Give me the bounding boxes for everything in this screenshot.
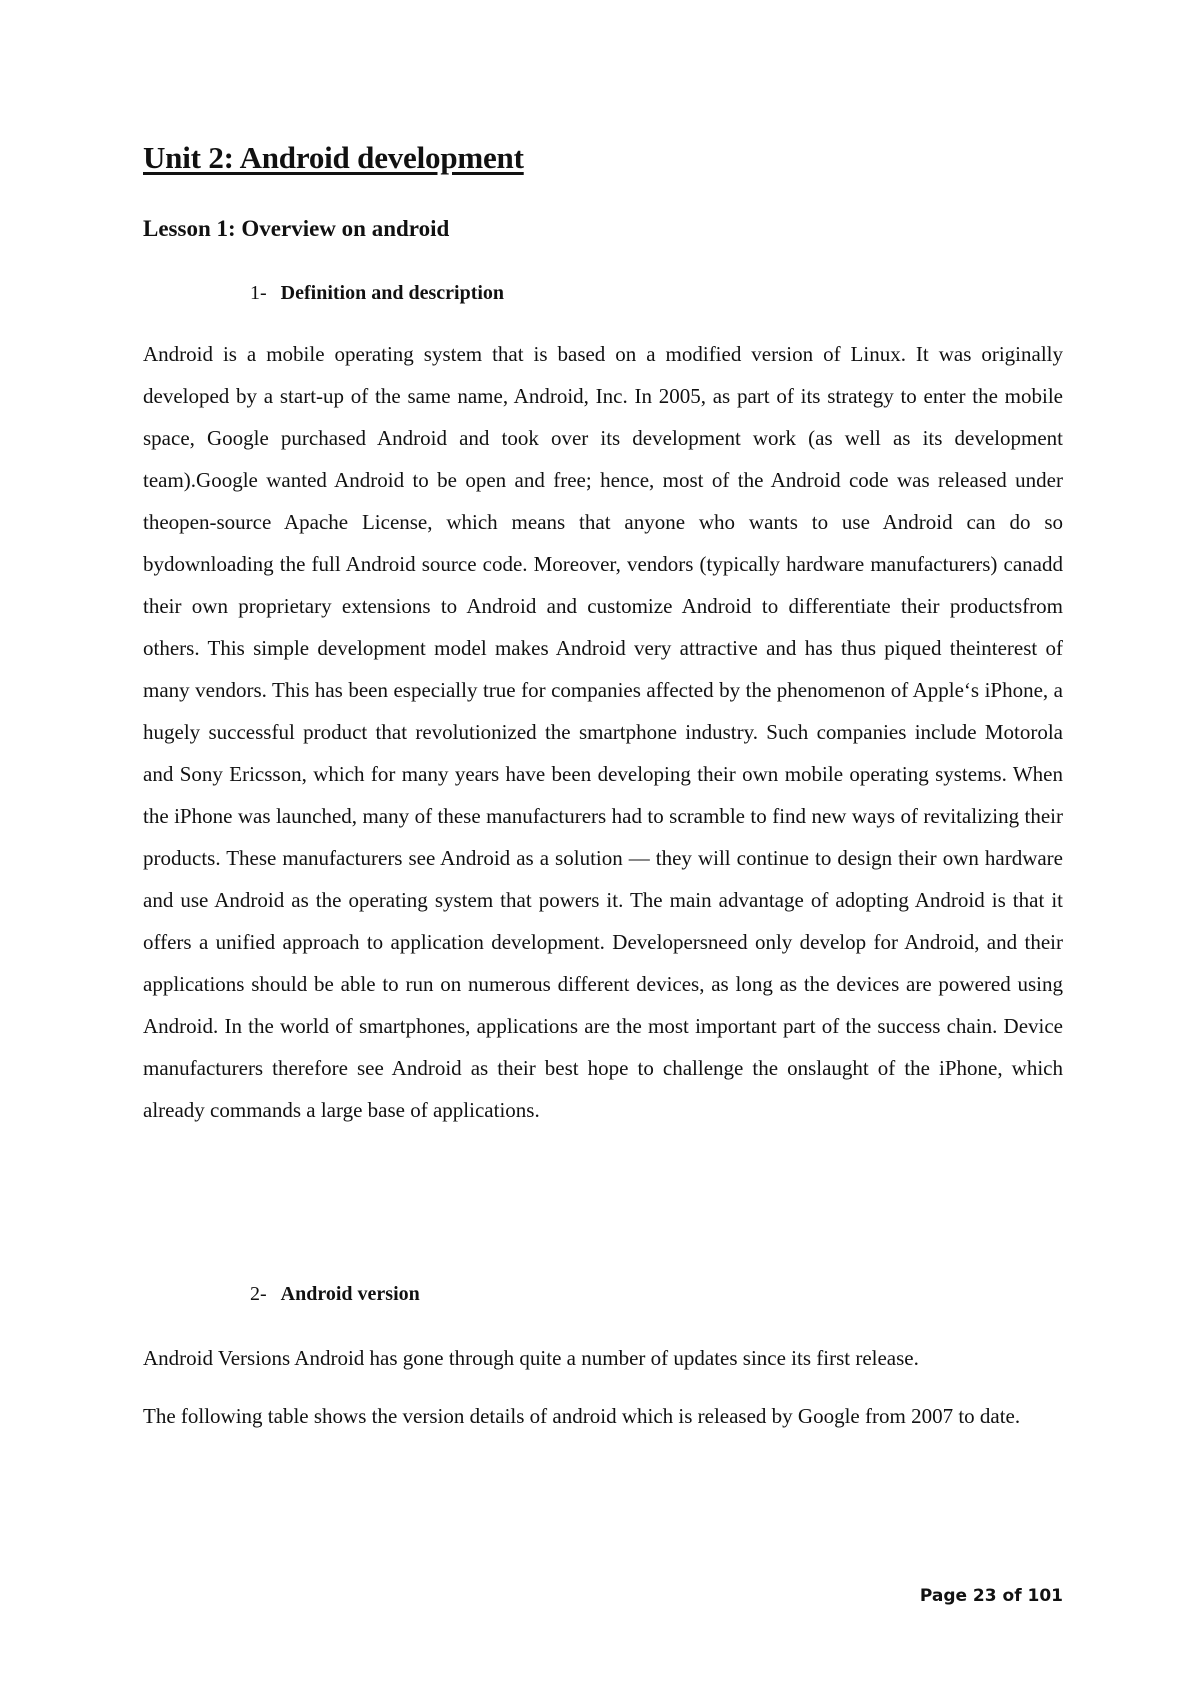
page-number-footer: Page 23 of 101 [919,1586,1063,1606]
section-number: 1- [250,282,267,304]
section-heading-definition [250,282,504,305]
section-heading-text: Android version [280,1283,420,1305]
section-number: 2- [250,1283,267,1305]
section-heading-text: Definition and description [280,282,505,304]
table-intro-paragraph: The following table shows the version details of android which is released by Google from 2007 to date. [143,1404,1021,1428]
definition-paragraph: Android is a mobile operating system that is based on a modified version of Linux. It was originally developed by a start-up of the same name, Android, Inc. In 2005, as part of its strategy to enter the mobile space, Google purchased Android and took over its development work (as well as its development team).Google wanted Android to be open and free; hence, most of the Android code was released under theopen-source Apache License, which means that anyone who wants to use Android can do so bydownloading the full Android source code. Moreover, vendors (typically hardware manufacturers) canadd their own proprietary extensions to Android and customize Android to differentiate their productsfrom others. This simple development model makes Android very attractive and has thus piqued theinterest of many vendors. This has been especially true for companies affected by the phenomenon of Apple‘s iPhone, a hugely successful product that revolutionized the smartphone industry. Such companies include Motorola and Sony Ericsson, which for many years have been developing their own mobile operating systems. When the iPhone was launched, many of these manufacturers had to scramble to find new ways of revitalizing their products. These manufacturers see Android as a solution — they will continue to design their own hardware and use Android as the operating system that powers it. The main advantage of adopting Android is that it offers a unified approach to application development. Developersneed only develop for Android, and their applications should be able to run on numerous different devices, as long as the devices are powered using Android. In the world of smartphones, applications are the most important part of the success chain. Device manufacturers therefore see Android as their best hope to challenge the onslaught of the iPhone, which already commands a large base of applications. [143,342,1063,1122]
versions-intro-paragraph: Android Versions Android has gone through quite a number of updates since its first release. [143,1346,919,1370]
unit-title: Unit 2: Android development [143,140,524,175]
section-heading-android-version [250,1283,420,1306]
lesson-title: Lesson 1: Overview on android [143,216,450,241]
